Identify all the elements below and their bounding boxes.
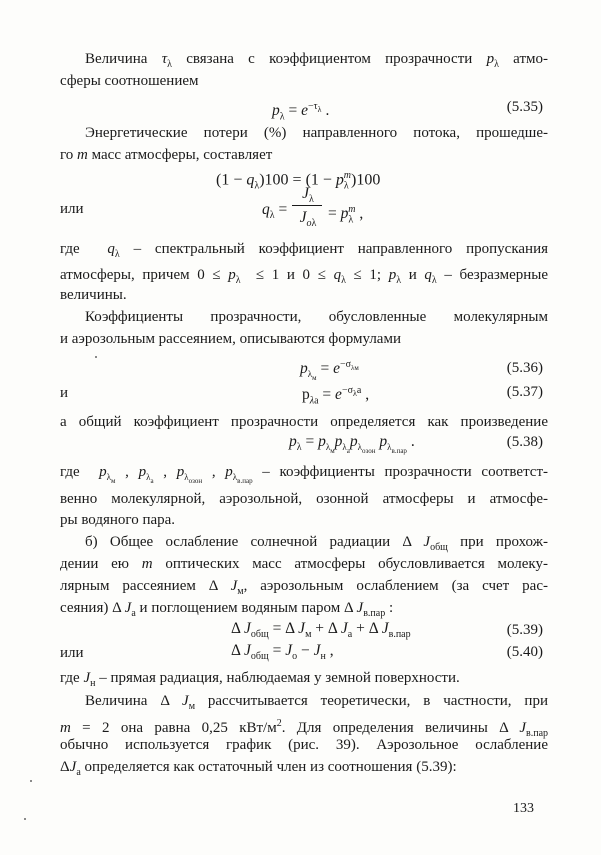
text-line-or-2: или	[60, 645, 84, 661]
text-line-1: Величина $\tau_\lambda$ связана с коэффициентом прозрачности $p_\lambda$ атмо-	[85, 51, 548, 70]
text-line-17: дении ею m оптических масс атмосферы обусловливается молеку-	[60, 556, 548, 572]
equation-number-5-38: (5.38)	[506, 434, 543, 450]
text-line-10: и аэрозольным рассеянием, описываются формулами	[60, 331, 401, 347]
text-line-21: где $J_н$ – прямая радиация, наблюдаемая у земной поверхности.	[60, 670, 460, 689]
scan-speck	[95, 356, 97, 358]
equation-number-5-37: (5.37)	[506, 384, 543, 400]
equation-number-5-39: (5.39)	[506, 622, 543, 638]
equation-5-40: Δ $J_{общ} = J_о - J_н$ ,	[231, 642, 334, 663]
page-number: 133	[513, 801, 534, 816]
equation-5-36: $p_{\lambda_м} = e^{-\sigma_{\lambda м}}$	[300, 359, 359, 383]
text-line-2: сферы соотношением	[60, 73, 199, 89]
text-line-4: го m масс атмосферы, составляет	[60, 147, 273, 163]
scan-speck	[30, 780, 32, 782]
scan-speck	[24, 818, 26, 820]
equation-5-35: $p_\lambda = e^{-\tau_\lambda}$ .	[272, 101, 330, 123]
equation-number-5-40: (5.40)	[506, 644, 543, 660]
text-line-18: лярным рассеянием Δ $J_м$, аэрозольным ослаблением (за счет рас-	[60, 578, 548, 597]
equation-number-5-36: (5.36)	[506, 360, 543, 376]
text-line-19: сеяния) Δ $J_а$ и поглощением водяным паром Δ $J_{в.пар}$ :	[60, 600, 394, 619]
equation-energy-loss: $(1 - q_\lambda)100 = (1 - p_\lambda^m)100$	[216, 170, 381, 192]
equation-5-38: $p_\lambda = p_{\lambda_м}p_{\lambda_а}p_{\lambda_{озон}}$ $p_{\lambda_{в.пар}}$ .	[289, 433, 415, 455]
text-line-23: m = 2 она равна 0,25 кВт/$м^2$. Для определения величины Δ $J_{в.пар}$	[60, 718, 549, 739]
text-line-14: венно молекулярной, аэрозольной, озонной атмосферы и атмосфе-	[60, 491, 548, 507]
equation-5-39: Δ $J_{общ} = \Delta$ $J_м + \Delta$ $J_а + \Delta$ $J_{в.пар}$	[231, 620, 411, 641]
text-line-and: и	[60, 385, 69, 401]
equation-number-5-35: (5.35)	[506, 99, 543, 115]
text-line-3: Энергетические потери (%) направленного потока, прошедше-	[85, 125, 548, 141]
text-line-25: $\Delta J_а$ определяется как остаточный член из соотношения (5.39):	[60, 759, 457, 778]
text-line-24: обычно используется график (рис. 39). Аэрозольное ослабление	[60, 737, 548, 753]
text-line-8: величины.	[60, 287, 127, 303]
text-line-22: Величина Δ $J_м$ рассчитывается теоретически, в частности, при	[85, 693, 548, 712]
text-line-16: б) Общее ослабление солнечной радиации Δ $J_{общ}$ при прохож-	[85, 534, 548, 553]
text-line-9: Коэффициенты прозрачности, обусловленные молекулярным	[85, 309, 548, 325]
equation-5-37: $p_{\lambda а} = e^{-\sigma_\lambda а}$ ,	[302, 385, 370, 407]
document-page: Величина $\tau_\lambda$ связана с коэффициентом прозрачности $p_\lambda$ атмо- сферы соотношением $p_\lambda = e^{-\tau_\lambda}$ . (5.35) Энергетические потери (%) направленного потока, прошедше- го m масс атмосферы, составляет $(1 - q_\lambda)100 = (1 - p_\lambda^m)100$ или $q_\lambda$ = $J_\lambda$ $J_{o\lambda}$ = $p_\lambda^m$ , где $q_\lambda$ – спектральный коэффициент направленного пропускания атмосферы, причем $0 \le p_\lambda \le 1$ и $0 \le q_\lambda \le 1$; $p_\lambda$ и $q_\lambda$ – безразмерные величины. Коэффициенты прозрачности, обусловленные молекулярным и аэрозольным рассеянием, описываются формулами $p_{\lambda_м} = e^{-\sigma_{\lambda м}}$ (5.36) и $p_{\lambda а} = e^{-\sigma_\lambda а}$ , (5.37) а общий коэффициент прозрачности определяется как произведение $p_\lambda = p_{\lambda_м}p_{\lambda_а}p_{\lambda_{озон}}$ $p_{\lambda_{в.пар}}$ . (5.38) где $p_{\lambda_м}$ , $p_{\lambda_а}$ , $p_{\lambda_{озон}}$ , $p_{\lambda_{в.пар}}$ – коэффициенты прозрачности соответст- венно молекулярной, аэрозольной, озонной атмосферы и атмосфе- ры водяного пара. б) Общее ослабление солнечной радиации Δ $J_{общ}$ при прохож- дении ею m оптических масс атмосферы обусловливается молеку- лярным рассеянием Δ $J_м$, аэрозольным ослаблением (за счет рас- сеяния) Δ $J_а$ и поглощением водяным паром Δ $J_{в.пар}$ : Δ $J_{общ} = \Delta$ $J_м + \Delta$ $J_а + \Delta$ $J_{в.пар}$ (5.39) или Δ $J_{общ} = J_о - J_н$ , (5.40) где $J_н$ – прямая радиация, наблюдаемая у земной поверхности. Величина Δ $J_м$ рассчитывается теоретически, в частности, при m = 2 она равна 0,25 кВт/$м^2$. Для определения величины Δ $J_{в.пар}$ обычно используется график (рис. 39). Аэрозольное ослабление $\Delta J_а$ определяется как остаточный член из соотношения (5.39): 133	[0, 0, 601, 855]
text-line-13: где $p_{\lambda_м}$ , $p_{\lambda_а}$ , $p_{\lambda_{озон}}$ , $p_{\lambda_{в.пар}}$ – коэффициенты прозрачности соответст-	[60, 464, 549, 485]
text-line-15: ры водяного пара.	[60, 512, 176, 528]
text-line-7: атмосферы, причем $0 \le p_\lambda \le 1$ и $0 \le q_\lambda \le 1$; $p_\lambda$ и $q_\lambda$ – безразмерные	[60, 267, 549, 286]
text-line-6: где $q_\lambda$ – спектральный коэффициент направленного пропускания	[60, 241, 548, 260]
text-line-or-1: или	[60, 201, 84, 217]
text-line-12: а общий коэффициент прозрачности определяется как произведение	[60, 414, 548, 430]
